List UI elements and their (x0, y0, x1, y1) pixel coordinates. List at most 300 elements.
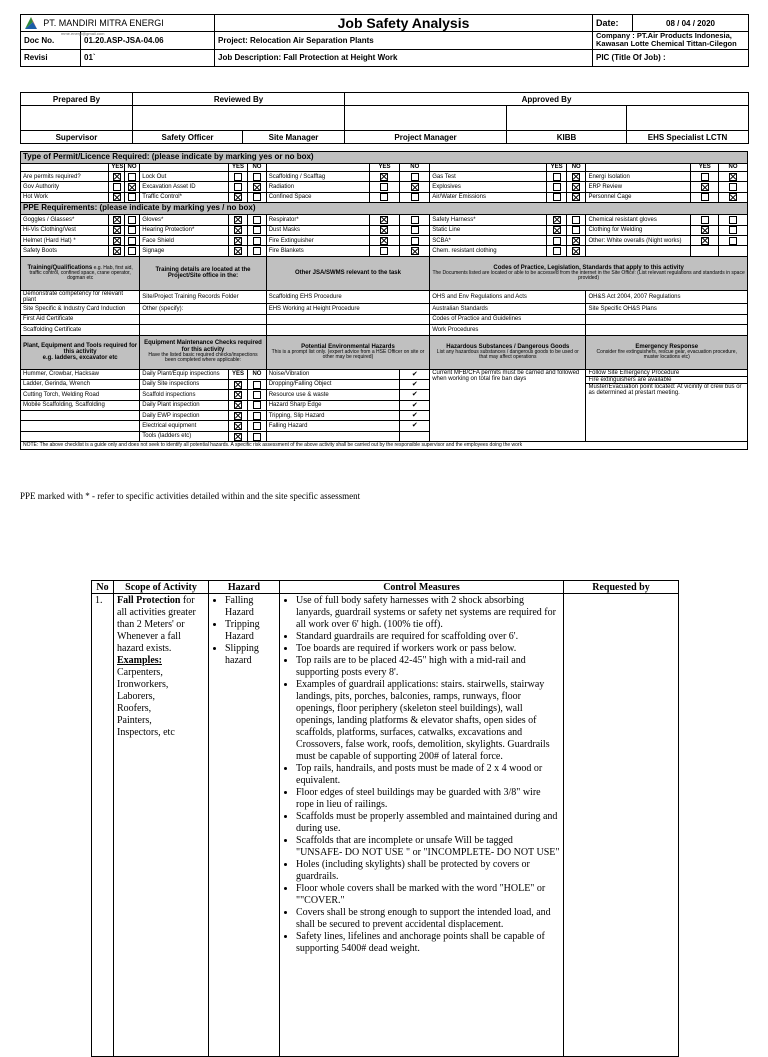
ppe-yes-checkbox[interactable] (380, 216, 388, 224)
permit-yes-checkbox-cell (691, 182, 719, 192)
ppe-yes-checkbox-cell (547, 225, 567, 235)
tick-icon: ✔ (400, 400, 430, 410)
ppe-no-checkbox-cell (400, 225, 430, 235)
check-no-checkbox[interactable] (253, 422, 261, 430)
company-logo (21, 15, 215, 36)
hazmat-cell (430, 369, 586, 442)
no-header: NO (400, 164, 430, 172)
ppe-yes-checkbox[interactable] (234, 216, 242, 224)
control-measure-item: • Covers shall be strong enough to support the intended load, and shall be secured to prevent accidental displacement. (296, 907, 560, 931)
ppe-no-checkbox-cell (124, 235, 139, 245)
permit-label: Scaffolding / Scafftag (266, 172, 369, 182)
check-no-checkbox[interactable] (253, 381, 261, 389)
permit-yes-checkbox-cell (547, 182, 567, 192)
ppe-no-checkbox[interactable] (253, 247, 261, 255)
training-cell: Site Specific & Industry Card Induction (21, 304, 140, 314)
project-field: Project: Relocation Air Separation Plants (215, 32, 593, 50)
permit-no-checkbox[interactable] (411, 173, 419, 181)
hazmat-header (430, 335, 586, 369)
permit-yes-checkbox[interactable] (701, 173, 709, 181)
permit-yes-checkbox-cell (369, 172, 400, 182)
ppe-yes-checkbox-cell (369, 215, 400, 225)
ppe-no-checkbox-cell (400, 215, 430, 225)
doc-no-value: 01.20.ASP-JSA-04.06 (81, 32, 215, 50)
ppe-no-checkbox[interactable] (253, 226, 261, 234)
env-hazard-sub: This is a prompt list only. (expert advice from a HSE Officer on site or other may be required) (271, 348, 425, 361)
permit-yes-checkbox[interactable] (234, 183, 242, 191)
permit-yes-checkbox[interactable] (113, 193, 121, 201)
control-cell (280, 594, 564, 1057)
check-yes-checkbox[interactable] (234, 381, 242, 389)
ppe-label: Hearing Protection* (140, 225, 228, 235)
permit-no-checkbox-cell (248, 172, 267, 182)
training-cell: Codes of Practice and Guidelines (430, 314, 586, 324)
example-item: Inspectors, etc (117, 727, 175, 738)
ppe-no-checkbox[interactable] (128, 247, 136, 255)
ppe-label: Gloves* (140, 215, 228, 225)
ppe-no-checkbox[interactable] (128, 216, 136, 224)
pic-field: PIC (Title Of Job) : (593, 49, 749, 66)
training-cell (586, 325, 748, 335)
ppe-no-checkbox-cell (124, 215, 139, 225)
signature-box (627, 106, 749, 131)
document-title: Job Safety Analysis (215, 15, 593, 32)
permit-no-checkbox[interactable] (411, 183, 419, 191)
permit-label: Confined Space (266, 192, 369, 202)
example-item: Painters, (117, 715, 152, 726)
examples-list (117, 667, 205, 739)
training-cell (140, 314, 266, 324)
permit-no-checkbox[interactable] (572, 193, 580, 201)
codes-header (430, 256, 748, 290)
training-cell: Australian Standards (430, 304, 586, 314)
check-yes-header: YES (228, 369, 248, 379)
env-hazard-item: Hazard Sharp Edge (266, 400, 400, 410)
tick-icon (400, 431, 430, 441)
permit-no-checkbox-cell (248, 182, 267, 192)
permit-no-checkbox-cell (400, 182, 430, 192)
ppe-yes-checkbox-cell (109, 225, 124, 235)
ppe-label: Signage (140, 246, 228, 256)
control-measure-item: • Safety lines, lifelines and anchorage points shall be capable of supporting 5400# dead weight. (296, 931, 560, 955)
ppe-no-checkbox-cell (566, 225, 586, 235)
permit-yes-checkbox-cell (691, 172, 719, 182)
ppe-yes-checkbox[interactable] (553, 237, 561, 245)
ppe-no-checkbox[interactable] (411, 237, 419, 245)
ppe-no-checkbox[interactable] (572, 216, 580, 224)
training-location-title: Training details are located at the Project/Site office in the: (155, 266, 251, 280)
plant-item: Mobile Scaffolding, Scaffolding (21, 400, 140, 410)
env-hazard-item: Dropping/Falling Object (266, 379, 400, 389)
control-measure-item: • Floor whole covers shall be marked with the word "HOLE" or ""COVER." (296, 883, 560, 907)
ppe-footnote: PPE marked with * - refer to specific activities detailed within and the site specific assessment (20, 491, 361, 501)
training-cell (140, 325, 266, 335)
hazard-cell (209, 594, 280, 1057)
ppe-no-checkbox-cell (719, 225, 748, 235)
control-measure-item: • Scaffolds must be properly assembled and maintained during and during use. (296, 811, 560, 835)
ppe-label: SCBA* (430, 235, 547, 245)
yes-header: YES (691, 164, 719, 172)
permit-row (21, 192, 748, 202)
permit-no-checkbox-cell (248, 192, 267, 202)
role-kibb: KIBB (507, 131, 627, 144)
ppe-label: Safety Harness* (430, 215, 547, 225)
ppe-yes-checkbox-cell (369, 235, 400, 245)
ppe-yes-checkbox-cell (228, 235, 248, 245)
empty-cell (691, 246, 719, 256)
permit-no-checkbox[interactable] (128, 183, 136, 191)
ppe-yes-checkbox[interactable] (701, 216, 709, 224)
ppe-yes-checkbox-cell (109, 215, 124, 225)
permit-no-checkbox-cell (719, 192, 748, 202)
check-yes-checkbox[interactable] (234, 433, 242, 441)
revisi-label: Revisi (21, 49, 81, 66)
permit-yes-checkbox[interactable] (234, 173, 242, 181)
document-header (20, 14, 749, 67)
permit-no-checkbox[interactable] (411, 193, 419, 201)
ppe-yes-checkbox[interactable] (701, 237, 709, 245)
emergency-cell (586, 369, 748, 442)
check-yes-checkbox[interactable] (234, 412, 242, 420)
training-cell: Scaffolding Certificate (21, 325, 140, 335)
ppe-no-checkbox[interactable] (411, 247, 419, 255)
permit-yes-checkbox[interactable] (701, 193, 709, 201)
check-no-checkbox-cell (248, 431, 267, 441)
permit-label: ERP Review (586, 182, 691, 192)
training-cell: OH&S Act 2004, 2007 Regulations (586, 290, 748, 304)
permit-yes-checkbox[interactable] (380, 173, 388, 181)
reviewed-by-heading: Reviewed By (133, 93, 345, 106)
codes-title: Codes of Practice, Legislation, Standards that apply to this activity (493, 264, 684, 271)
emergency-title: Emergency Response (635, 343, 699, 350)
ppe-yes-checkbox[interactable] (113, 247, 121, 255)
ppe-no-checkbox-cell (248, 225, 267, 235)
permit-no-checkbox-cell (566, 182, 586, 192)
control-measure-item: • Scaffolds that are incomplete or unsafe Will be tagged "UNSAFE- DO NOT USE " or "INCOMPLETE- DO NOT USE" (296, 835, 560, 859)
approved-by-heading: Approved By (345, 93, 749, 106)
company-line-2: Kawasan Lotte Chemical Tittan-Cilegon (596, 39, 737, 49)
ppe-no-checkbox[interactable] (572, 226, 580, 234)
plant-item (21, 431, 140, 441)
check-yes-checkbox[interactable] (234, 401, 242, 409)
ppe-yes-checkbox-cell (547, 215, 567, 225)
check-yes-checkbox[interactable] (234, 422, 242, 430)
check-no-checkbox-cell (248, 411, 267, 421)
row-number: 1. (92, 594, 114, 1057)
ppe-no-checkbox[interactable] (572, 237, 580, 245)
ppe-yes-checkbox-cell (691, 215, 719, 225)
col-hazard: Hazard (209, 581, 280, 594)
permit-label: Lock Out (140, 172, 228, 182)
ppe-label: Safety Boots (21, 246, 109, 256)
permit-yes-checkbox-cell (228, 182, 248, 192)
training-cell (266, 325, 429, 335)
ppe-yes-checkbox[interactable] (234, 237, 242, 245)
control-measure-item: • Use of full body safety harnesses with 2 shock absorbing lanyards, guardrail systems or safety net systems are required for all work over 6' high. (100% tie off). (296, 595, 560, 631)
ppe-no-checkbox[interactable] (253, 216, 261, 224)
ppe-yes-checkbox[interactable] (380, 226, 388, 234)
check-no-header: NO (248, 369, 267, 379)
no-header: NO (566, 164, 586, 172)
ppe-label: Chemical resistant gloves (586, 215, 691, 225)
permit-yes-checkbox-cell (228, 192, 248, 202)
training-cell: EHS Working at Height Procedure (266, 304, 429, 314)
training-cell (266, 314, 429, 324)
ppe-yes-checkbox[interactable] (380, 237, 388, 245)
ppe-label: Helmet (Hard Hat) * (21, 235, 109, 245)
emergency-item: Muster/Evacuation point located: At vicinity of crew bus or as determined at prestart meeting. (588, 384, 742, 397)
ppe-yes-checkbox[interactable] (113, 226, 121, 234)
permit-no-checkbox[interactable] (253, 183, 261, 191)
permit-no-checkbox-cell (719, 172, 748, 182)
ppe-yes-checkbox[interactable] (380, 247, 388, 255)
check-yes-checkbox-cell (228, 390, 248, 400)
role-safety-officer: Safety Officer (133, 131, 243, 144)
ppe-yes-checkbox[interactable] (234, 247, 242, 255)
permit-no-checkbox[interactable] (128, 173, 136, 181)
ppe-no-checkbox[interactable] (729, 226, 737, 234)
ppe-yes-checkbox-cell (547, 246, 567, 256)
ppe-yes-checkbox-cell (547, 235, 567, 245)
permit-no-checkbox[interactable] (729, 193, 737, 201)
no-header: NO (248, 164, 267, 172)
ppe-yes-checkbox[interactable] (553, 216, 561, 224)
training-cell: Site Specific OH&S Plans (586, 304, 748, 314)
check-label: Scaffold inspections (140, 390, 228, 400)
scope-title: Fall Protection (117, 595, 181, 606)
check-no-checkbox[interactable] (253, 433, 261, 441)
ppe-yes-checkbox-cell (369, 246, 400, 256)
ppe-yes-checkbox-cell (228, 215, 248, 225)
ppe-no-checkbox[interactable] (411, 226, 419, 234)
permit-yes-checkbox-cell (109, 182, 124, 192)
permit-yes-checkbox-cell (109, 192, 124, 202)
plant-item (21, 411, 140, 421)
prepared-by-heading: Prepared By (21, 93, 133, 106)
ppe-yes-checkbox-cell (109, 246, 124, 256)
ppe-label (586, 246, 691, 256)
requested-by-cell (564, 594, 679, 1057)
permit-yes-checkbox[interactable] (234, 193, 242, 201)
permit-yes-checkbox[interactable] (553, 193, 561, 201)
role-ehs-specialist: EHS Specialist LCTN (627, 131, 749, 144)
ppe-label: Fire Blankets (266, 246, 369, 256)
ppe-no-checkbox-cell (566, 215, 586, 225)
ppe-row (21, 215, 748, 225)
company-field (593, 32, 749, 50)
plant-header-sub: e.g. ladders, excavator etc (42, 355, 118, 362)
check-label: Daily EWP inspection (140, 411, 228, 421)
control-list (283, 595, 560, 955)
permit-label: Gov Authority (21, 182, 109, 192)
tick-icon: ✔ (400, 390, 430, 400)
permit-yes-checkbox[interactable] (113, 173, 121, 181)
ppe-no-checkbox-cell (566, 246, 586, 256)
examples-label: Examples: (117, 655, 162, 666)
permit-no-checkbox-cell (566, 172, 586, 182)
check-yes-checkbox-cell (228, 431, 248, 441)
doc-no-label: Doc No. (21, 32, 81, 50)
permit-no-checkbox-cell (124, 182, 139, 192)
ppe-label: Fire Extinguisher (266, 235, 369, 245)
training-cell: OHS and Env Regulations and Acts (430, 290, 586, 304)
ppe-row (21, 225, 748, 235)
ppe-yes-checkbox-cell (228, 246, 248, 256)
env-hazard-item: Resource use & waste (266, 390, 400, 400)
tick-icon: ✔ (400, 369, 430, 379)
env-hazard-header (266, 335, 429, 369)
ppe-no-checkbox-cell (248, 215, 267, 225)
env-hazard-title: Potential Environmental Hazards (301, 343, 395, 350)
hazmat-text: Current MFB/CFA permits must be carried and followed when working on total fire ban days (432, 369, 580, 382)
hazard-item: • Slipping hazard (225, 643, 276, 667)
signature-box (133, 106, 345, 131)
no-header: NO (719, 164, 748, 172)
col-control: Control Measures (280, 581, 564, 594)
permit-yes-checkbox-cell (547, 172, 567, 182)
permit-label: Personnel Cage (586, 192, 691, 202)
control-measure-item: • Examples of guardrail applications: stairs. stairwells, stairway landings, pits, porches, balconies, ramps, runways, floor openings, floor periphery (skeleton steel buildings), wall openings, landing platforms & elevator shafts, open sides of scaffolds, platforms, surfaces, catwalks, excavations and Crossovers, false work, roofs, demolition, skylights. Guardrails must be capable of supporting 200# of lateral force. (296, 679, 560, 763)
example-item: Roofers, (117, 703, 152, 714)
training-row (21, 304, 748, 314)
training-cell (586, 314, 748, 324)
training-cell: Site/Project Training Records Folder (140, 290, 266, 304)
permits-heading: Type of Permit/Licence Required: (please indicate by marking yes or no box) (21, 152, 748, 164)
permit-no-checkbox[interactable] (253, 193, 261, 201)
ppe-no-checkbox[interactable] (572, 247, 580, 255)
permit-no-checkbox[interactable] (572, 183, 580, 191)
plant-item: Ladder, Gerinda, Wrench (21, 379, 140, 389)
permit-label: Gas Test (430, 172, 547, 182)
ppe-yes-checkbox[interactable] (553, 247, 561, 255)
ppe-no-checkbox[interactable] (411, 216, 419, 224)
ppe-no-checkbox-cell (719, 235, 748, 245)
check-label: Daily Plant/Equip inspections (140, 369, 228, 379)
check-label: Electrical equipment (140, 421, 228, 431)
maintenance-header-sub: Have the listed basic required checks/inspections been completed where applicable: (148, 352, 258, 364)
permit-row (21, 172, 748, 182)
signature-box (21, 106, 133, 131)
ppe-yes-checkbox[interactable] (113, 237, 121, 245)
ppe-row (21, 235, 748, 245)
col-scope: Scope of Activity (114, 581, 209, 594)
ppe-row (21, 246, 748, 256)
ppe-no-checkbox-cell (566, 235, 586, 245)
ppe-no-checkbox[interactable] (729, 237, 737, 245)
permit-no-checkbox[interactable] (729, 173, 737, 181)
permit-no-checkbox-cell (124, 172, 139, 182)
ppe-yes-checkbox[interactable] (234, 226, 242, 234)
yes-header: YES (547, 164, 567, 172)
role-project-manager: Project Manager (345, 131, 507, 144)
ppe-yes-checkbox[interactable] (701, 226, 709, 234)
permit-no-checkbox[interactable] (253, 173, 261, 181)
permit-yes-checkbox[interactable] (113, 183, 121, 191)
hazard-item: • Tripping Hazard (225, 619, 276, 643)
ppe-label: Chem. resistant clothing (430, 246, 547, 256)
check-yes-checkbox[interactable] (234, 391, 242, 399)
check-no-checkbox-cell (248, 400, 267, 410)
date-value: 08 / 04 / 2020 (633, 15, 749, 32)
check-no-checkbox[interactable] (253, 401, 261, 409)
scope-cell (114, 594, 209, 1057)
ppe-no-checkbox-cell (124, 225, 139, 235)
training-cell: Work Procedures (430, 325, 586, 335)
ppe-yes-checkbox-cell (691, 225, 719, 235)
permit-label: Traffic Control* (140, 192, 228, 202)
training-row (21, 314, 748, 324)
check-no-checkbox[interactable] (253, 391, 261, 399)
ppe-yes-checkbox[interactable] (113, 216, 121, 224)
revisi-value: 01` (81, 49, 215, 66)
ppe-no-checkbox-cell (248, 246, 267, 256)
check-no-checkbox[interactable] (253, 412, 261, 420)
col-no: No (92, 581, 114, 594)
check-yes-checkbox-cell (228, 400, 248, 410)
permit-yes-checkbox-cell (369, 192, 400, 202)
permit-yes-checkbox[interactable] (701, 183, 709, 191)
env-hazard-item: Falling Hazard (266, 421, 400, 431)
no-header: NO (124, 164, 139, 172)
permit-no-checkbox-cell (719, 182, 748, 192)
plant-item (21, 421, 140, 431)
permit-no-checkbox[interactable] (128, 193, 136, 201)
maintenance-header-title: Equipment Maintenance Checks required for this activity (144, 340, 262, 353)
other-jsa-title: Other JSA/SWMS relevant to the task (294, 270, 401, 277)
permit-yes-checkbox[interactable] (553, 173, 561, 181)
signature-box (345, 106, 507, 131)
approval-table (20, 92, 749, 144)
permit-label: Radiation (266, 182, 369, 192)
training-location-header (140, 256, 266, 290)
training-row (21, 290, 748, 304)
control-measure-item: • Toe boards are required if workers work or pass below. (296, 643, 560, 655)
permit-no-checkbox[interactable] (729, 183, 737, 191)
permit-no-checkbox[interactable] (572, 173, 580, 181)
ppe-no-checkbox[interactable] (729, 216, 737, 224)
plant-header-title: Plant, Equipment and Tools required for this activity (23, 342, 138, 355)
ppe-no-checkbox[interactable] (128, 237, 136, 245)
ppe-no-checkbox[interactable] (253, 237, 261, 245)
check-label: Daily Site inspections (140, 379, 228, 389)
ppe-no-checkbox[interactable] (128, 226, 136, 234)
permit-yes-checkbox[interactable] (380, 193, 388, 201)
hazard-item: • Falling Hazard (225, 595, 276, 619)
ppe-label: Static Line (430, 225, 547, 235)
codes-sub: The Documents listed are located or able to be accessed from the internet in the Site Office: (List relevant regulations and standards in space provided) (432, 270, 745, 282)
ppe-label: Goggles / Glasses* (21, 215, 109, 225)
permit-yes-checkbox[interactable] (380, 183, 388, 191)
env-hazard-item: Noise/Vibration (266, 369, 400, 379)
check-yes-checkbox-cell (228, 421, 248, 431)
ppe-yes-checkbox-cell (109, 235, 124, 245)
company-logo-icon (24, 16, 38, 30)
permit-no-checkbox-cell (566, 192, 586, 202)
permit-yes-checkbox[interactable] (553, 183, 561, 191)
ppe-label: Respirator* (266, 215, 369, 225)
ppe-label: Face Shield (140, 235, 228, 245)
plant-item: Cutting Torch, Welding Road (21, 390, 140, 400)
ppe-yes-checkbox[interactable] (553, 226, 561, 234)
training-header-title: Training/Qualifications (27, 264, 93, 271)
ppe-yes-checkbox-cell (228, 225, 248, 235)
permit-label: Excavation Asset ID (140, 182, 228, 192)
spacer-cell (586, 164, 691, 172)
training-cell: Scaffolding EHS Procedure (266, 290, 429, 304)
emergency-header (586, 335, 748, 369)
hazmat-title: Hazardous Substances / Dangerous Goods (446, 343, 570, 350)
training-cell: Demonstrate competency for relevant plant (21, 290, 140, 304)
